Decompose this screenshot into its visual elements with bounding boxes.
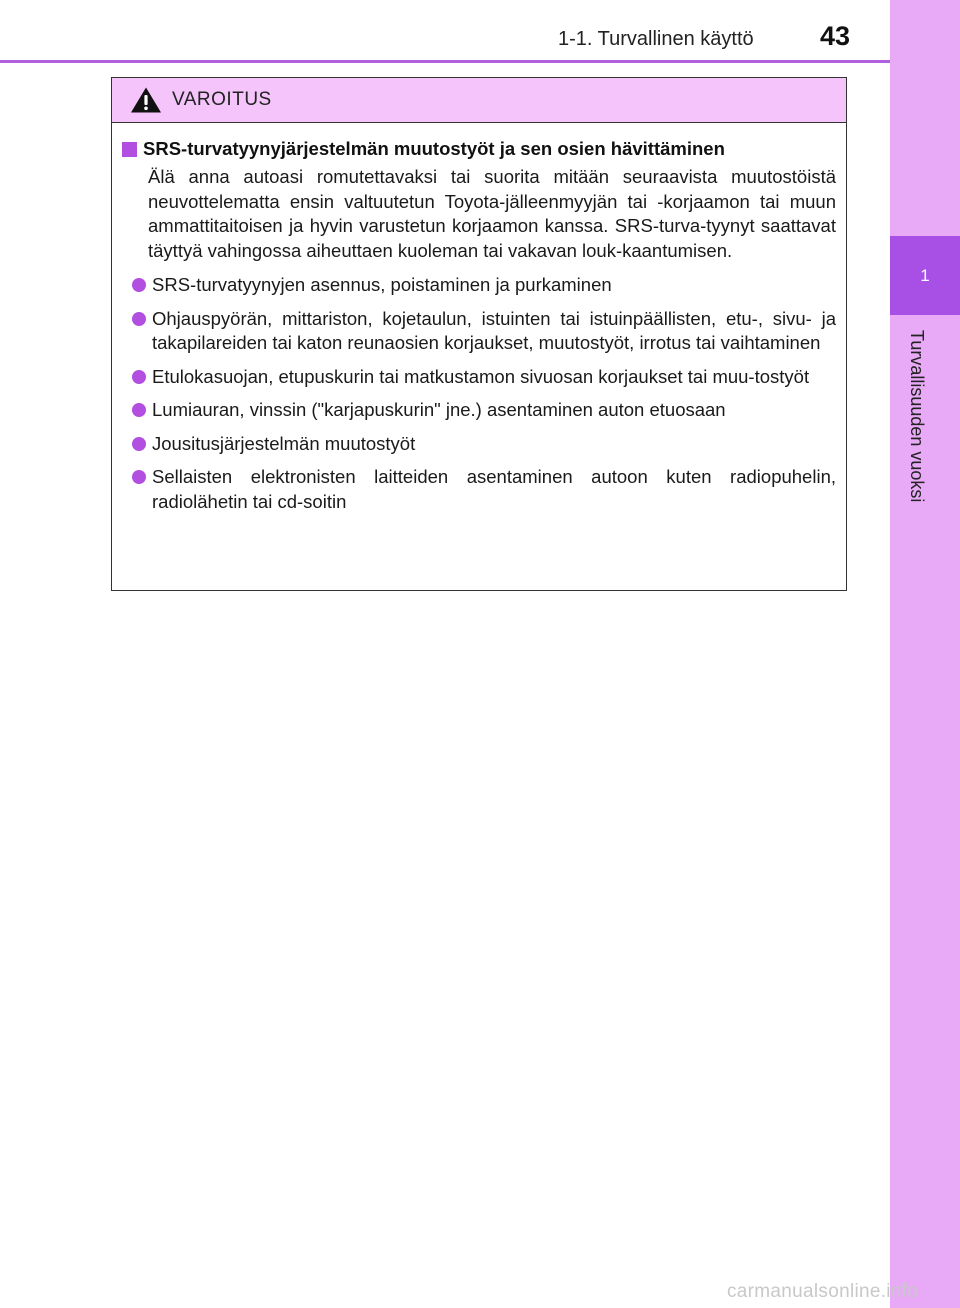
bullet-dot-icon bbox=[132, 278, 146, 292]
bullet-dot-icon bbox=[132, 470, 146, 484]
list-item bbox=[122, 398, 836, 423]
chapter-tab[interactable] bbox=[890, 236, 960, 315]
watermark: carmanualsonline.info bbox=[727, 1281, 919, 1302]
list-item-text: Jousitusjärjestelmän muutostyöt bbox=[152, 432, 416, 454]
bullet-dot-icon bbox=[132, 437, 146, 451]
page-number: 43 bbox=[820, 21, 851, 51]
warning-body bbox=[112, 123, 846, 514]
list-item-text: SRS-turvatyynyjen asennus, poistaminen ja purkaminen bbox=[152, 274, 612, 295]
list-item-text: Lumiauran, vinssin ("karjapuskurin" jne.) asentaminen auton etuosaan bbox=[152, 399, 726, 420]
chapter-number: 1 bbox=[920, 265, 930, 285]
section-title: 1-1. Turvallinen käyttö bbox=[558, 28, 754, 50]
bullet-dot-icon bbox=[132, 312, 146, 326]
warning-intro: Älä anna autoasi romutettavaksi tai suorita mitään seuraavista muutostöistä neuvottelematta ensin valtuutetun Toyota-jälleenmyyjän tai -korjaamon tai muun ammattitaitoisen ja hyvin varustetun korjaamon kanssa. SRS-turva-tyynyt saattavat täyttyä vahingossa aiheuttaen kuoleman tai vakavan louk-kaantumisen. bbox=[148, 166, 836, 261]
warning-box bbox=[111, 77, 847, 591]
square-bullet-icon bbox=[122, 142, 137, 157]
warning-list bbox=[122, 273, 836, 514]
list-item-text: Sellaisten elektronisten laitteiden asentaminen autoon kuten radiopuhelin, radiolähetin tai cd-soitin bbox=[152, 466, 836, 512]
warning-heading-text: SRS-turvatyynyjärjestelmän muutostyöt ja sen osien hävittäminen bbox=[143, 138, 725, 159]
list-item bbox=[122, 273, 836, 298]
list-item bbox=[122, 365, 836, 390]
chapter-title: Turvallisuuden vuoksi bbox=[907, 330, 927, 503]
warning-triangle-icon bbox=[130, 86, 162, 114]
list-item-text: Etulokasuojan, etupuskurin tai matkustamon sivuosan korjaukset tai muu-tostyöt bbox=[152, 365, 810, 387]
side-tab bbox=[890, 0, 960, 1308]
list-item bbox=[122, 307, 836, 356]
bullet-dot-icon bbox=[132, 403, 146, 417]
list-item bbox=[122, 465, 836, 514]
warning-header bbox=[112, 78, 846, 123]
warning-label: VAROITUS bbox=[172, 89, 272, 110]
list-item bbox=[122, 432, 836, 457]
list-item-text: Ohjauspyörän, mittariston, kojetaulun, istuinten tai istuinpäällisten, etu-, sivu- ja takapilareiden tai katon reunaosien korjaukset, muutostyöt, irrotus tai vaihtaminen bbox=[152, 307, 836, 353]
bullet-dot-icon bbox=[132, 370, 146, 384]
warning-heading bbox=[122, 137, 836, 161]
header-divider bbox=[0, 60, 890, 63]
